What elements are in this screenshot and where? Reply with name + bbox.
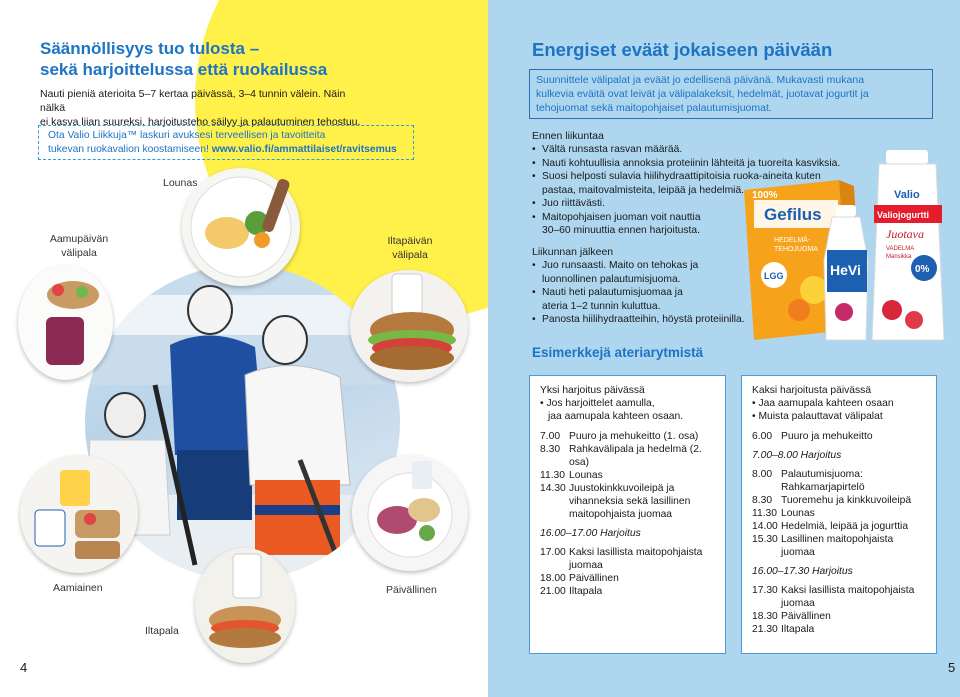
list-item [532,286,752,313]
intro-box [529,69,933,119]
box-note: • Jos harjoittelet aamulla, [540,398,655,409]
schedule-time: 18.30 [752,611,778,622]
schedule-text: vihanneksia sekä lasillinen [569,496,691,507]
gefilus-flavor-line-1: HEDELMÄ- [774,237,811,244]
hevi-name-text: HeVi [830,262,861,278]
right-title: Energiset eväät jokaiseen päivään [532,39,833,60]
list-item-text: Vältä runsasta rasvan määrää. [542,144,683,155]
schedule-row [752,507,926,520]
valiojogurtti-bottle [872,150,944,340]
schedule-time: 14.30 [540,483,566,494]
list-item-text: • Maitopohjaisen juoman voit nauttia [542,211,701,223]
schedule-row [540,585,715,598]
schedule-time: 7.00 [540,431,561,442]
list-item-text: Nauti kohtuullisia annoksia proteiinin lähteitä ja tuoreita kasviksia. [542,157,841,169]
schedule-row [752,533,926,559]
sandwich-icon [350,270,468,382]
schedule-text: Iltapala [781,624,815,635]
schedule-time: 15.30 [752,534,778,545]
schedule-text: Puuro ja mehukeitto (1. osa) [569,431,699,442]
tip-link[interactable]: www.valio.fi/ammattilaiset/ravitsemus [211,144,397,155]
intro-box-line-2: kulkevia eväitä ovat leivät ja välipalakeksit, hedelmät, juotavat jogurtit ja [536,88,869,100]
smoothie-icon [18,265,113,380]
schedule-time: 17.00 [540,547,566,558]
page-headline [40,38,370,80]
schedule-text: Iltapala [569,586,603,597]
training-time: 16.00–17.30 Harjoitus [752,566,853,577]
paivallinen-photo [352,455,468,571]
schedule-text: juomaa [569,560,603,571]
list-item-text: pastaa, maitovalmisteita, leipää ja hedelmiä. [542,184,745,196]
schedule-text: Lounas [781,508,815,519]
lounas-food-icon [182,168,300,286]
schedule-row [752,584,926,610]
label-line: välipala [392,249,428,261]
schedule-text: Lounas [569,470,603,481]
schedule-row [540,469,715,482]
gefilus-flavor-line-2: TEHOJUOMA [774,246,818,253]
schedule-time: 11.30 [752,508,778,519]
schedule-time: 18.00 [540,573,566,584]
box-title: Yksi harjoitus päivässä [540,385,645,396]
list-item [532,313,752,327]
list-item-text: Panosta hiilihydraatteihin, höystä proteiinilla. [542,314,745,325]
iltapala-photo [195,548,295,663]
schedule-row [752,430,926,443]
schedule-time: 8.30 [540,444,561,455]
list-item-text: ateria 1–2 tunnin kuluttua. [542,300,661,312]
list-item-text: 30–60 minuuttia ennen harjoitusta. [542,225,700,236]
schedule-row [752,610,926,623]
lgg-text: LGG [764,271,784,281]
valio-logo-text: Valio [894,189,920,201]
label-aamupaivan-valipala [48,232,110,260]
evening-snack-icon [195,548,295,663]
schedule-list [540,430,715,598]
schedule-row [540,482,715,521]
headline-line-1: Säännöllisyys tuo tulosta – [40,39,260,58]
training-time: 16.00–17.00 Harjoitus [540,528,641,539]
page-number-left: 4 [20,660,28,675]
yogurt-sub-line-2: Mansikka [886,254,912,260]
training-time: 7.00–8.00 Harjoitus [752,450,842,461]
label-line: Iltapäivän [387,235,433,247]
schedule-text: Tuoremehu ja kinkkuvoileipä [781,495,912,506]
schedule-time: 17.30 [752,585,778,596]
yogurt-name-text: Valiojogurtti [877,210,930,220]
two-trainings-box [741,375,937,654]
schedule-text: Rahkamarjapirtelö [781,482,865,493]
box-note: • Jaa aamupala kahteen osaan [752,398,894,409]
schedule-row [752,468,926,494]
intro-text [40,87,370,129]
schedule-list [752,430,926,636]
intro-line-2: ei kasva liian suureksi, harjoitusteho säilyy ja palautuminen tehostuu. [40,116,361,128]
schedule-row [752,623,926,636]
dinner-icon [352,455,468,571]
schedule-row [540,572,715,585]
schedule-row [540,430,715,443]
list-item-text: • Nauti heti palautumisjuomaa ja [542,287,683,298]
schedule-time: 14.00 [752,521,778,532]
label-paivallinen: Päivällinen [386,584,437,596]
schedule-text: Hedelmiä, leipää ja jogurttia [781,521,909,532]
after-exercise-list [532,259,752,327]
tip-text-line-1: Ota Valio Liikkuja™ laskuri avuksesi terveellisen ja tavoitteita [48,130,326,141]
schedule-row [752,520,926,533]
gefilus-brand-text: Gefilus [764,205,822,224]
schedule-text: Rahkavälipala ja hedelmä (2. osa) [569,444,702,468]
intro-line-1: Nauti pieniä aterioita 5–7 kertaa päivässä, 3–4 tunnin välein. Näin nälkä [40,88,346,114]
box-note: • Muista palauttavat välipalat [752,411,883,422]
box-note-text: Jos harjoittelet aamulla, [546,398,655,409]
label-iltapaivan-valipala [384,234,436,262]
before-exercise-heading: Ennen liikuntaa [532,130,604,142]
breakfast-icon [20,455,138,573]
page-number-right: 5 [948,660,956,675]
box-note-text: Jaa aamupala kahteen osaan [758,398,894,409]
schedule-row [540,443,715,469]
schedule-text: Kaksi lasillista maitopohjaista [781,585,915,596]
hevi-bottle [824,205,868,340]
list-item-text: Juo riittävästi. [542,198,605,209]
schedule-time: 8.30 [752,495,773,506]
gefilus-percent-text: 100% [752,190,778,201]
schedule-text: Puuro ja mehukeitto [781,431,873,442]
label-line: välipala [61,247,97,259]
label-line: Aamupäivän [49,233,109,245]
box-title: Kaksi harjoitusta päivässä [752,385,872,396]
schedule-text: Lasillinen maitopohjaista juomaa [781,534,894,558]
intro-box-line-3: tehojuomat sekä maitopohjaiset palautumisjuomat. [536,102,772,114]
box-note-text: Muista palauttavat välipalat [758,411,883,422]
aamupaivan-valipala-photo [18,265,113,380]
schedule-time: 21.30 [752,624,778,635]
schedule-text: Päivällinen [569,573,619,584]
lounas-plate-photo [182,168,300,286]
schedule-text: maitopohjaista juomaa [569,509,673,520]
aamiainen-photo [20,455,138,573]
list-item [532,259,752,286]
tip-box [38,125,414,160]
label-aamiainen: Aamiainen [53,582,103,594]
tip-text-line-2: tukevan ruokavalion koostamiseen! [48,144,209,155]
schedule-time: 6.00 [752,431,773,442]
schedule-time: 21.00 [540,586,566,597]
valio-products-illustration [744,150,954,350]
examples-title: Esimerkkejä ateriarytmistä [532,345,704,360]
right-page [488,0,960,697]
schedule-row [540,546,715,572]
yogurt-sub-line-1: VADELMA [886,246,915,252]
schedule-time: 8.00 [752,469,773,480]
yogurt-fat-text: 0% [915,264,930,275]
schedule-text: Juustokinkkuvoileipä ja [569,483,675,494]
box-note-text: jaa aamupala kahteen osaan. [548,411,684,422]
schedule-text: juomaa [781,598,815,609]
headline-line-2: sekä harjoittelussa että ruokailussa [40,60,328,79]
label-iltapala: Iltapala [145,625,179,637]
label-lounas: Lounas [163,177,198,189]
schedule-text: Palautumisjuoma: [781,469,863,480]
intro-box-line-1: Suunnittele välipalat ja eväät jo edellisenä päivänä. Mukavasti mukana [536,74,865,86]
schedule-time: 11.30 [540,470,566,481]
schedule-text: Kaksi lasillista maitopohjaista [569,547,703,558]
yogurt-flavor-text: Juotava [886,227,924,241]
list-item-text: luonnollinen palautumisjuoma. [542,273,681,285]
one-training-box [529,375,726,654]
list-item-text: • Juo runsaasti. Maito on tehokas ja [542,260,699,271]
iltapaivan-valipala-photo [350,270,468,382]
schedule-text: Päivällinen [781,611,831,622]
list-item-text: • Suosi helposti sulavia hiilihydraattipitoisia ruoka-aineita kuten [542,171,821,182]
schedule-row [752,494,926,507]
after-exercise-heading: Liikunnan jälkeen [532,246,614,258]
